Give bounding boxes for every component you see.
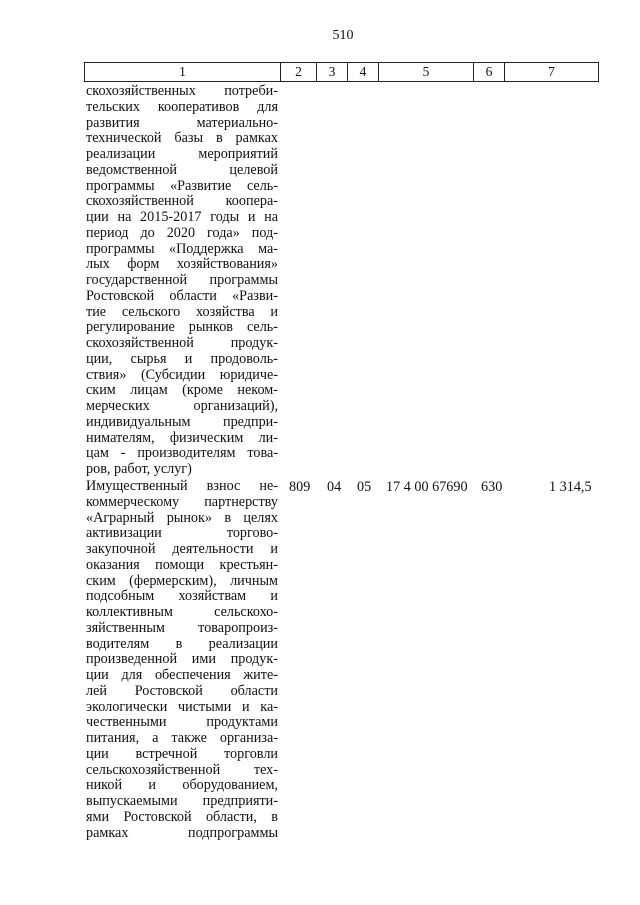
row-2-description: [86, 479, 278, 841]
row-2-subsection-code: 05: [357, 479, 372, 495]
description-line: период до 2020 года» под-: [86, 224, 278, 241]
row-2-target-article: 17 4 00 67690: [386, 479, 468, 495]
table-header-row: [84, 62, 599, 82]
description-line: сельскохозяйственной тех-: [86, 761, 278, 778]
description-line: ции, сырья и продоволь-: [86, 350, 278, 367]
description-line: технической базы в рамках: [86, 130, 278, 147]
header-col-1: 1: [85, 63, 281, 81]
description-line: регулирование рынков сель-: [86, 319, 278, 336]
row-2-ministry-code: 809: [289, 479, 311, 495]
description-line: экологически чистыми и ка-: [86, 698, 278, 715]
header-col-5: 5: [379, 63, 474, 81]
description-line: ским лицам (кроме неком-: [86, 382, 278, 399]
description-line: индивидуальным предпри-: [86, 413, 278, 430]
description-line: программы «Поддержка ма-: [86, 240, 278, 257]
header-col-6: 6: [474, 63, 505, 81]
description-line: закупочной деятельности и: [86, 541, 278, 557]
description-line: скохозяйственной продук-: [86, 335, 278, 351]
description-line: чественными продуктами: [86, 714, 278, 731]
row-2-amount: 1 314,5: [549, 479, 592, 495]
description-line: лых форм хозяйствования»: [86, 256, 278, 273]
description-line: коммерческому партнерству: [86, 493, 278, 510]
description-line: тие сельского хозяйства и: [86, 303, 278, 320]
description-line: государственной программы: [86, 272, 278, 288]
header-col-2: 2: [281, 63, 317, 81]
description-line: коллективным сельскохо-: [86, 604, 278, 620]
description-line: подсобным хозяйствам и: [86, 588, 278, 605]
row-2-section-code: 04: [327, 479, 342, 495]
description-line: Имущественный взнос не-: [86, 478, 278, 494]
description-line: никой и оборудованием,: [86, 777, 278, 794]
description-line: скохозяйственных потреби-: [86, 83, 278, 99]
description-line: цам - производителям това-: [86, 445, 278, 462]
description-line: программы «Развитие сель-: [86, 177, 278, 194]
description-line: лей Ростовской области: [86, 682, 278, 699]
description-line: рамках подпрограммы: [86, 824, 278, 841]
description-line: нимателям, физическим ли-: [86, 429, 278, 446]
description-line: ции встречной торговли: [86, 745, 278, 762]
description-line: реализации мероприятий: [86, 146, 278, 162]
description-line: ствия» (Субсидии юридиче-: [86, 366, 278, 383]
description-line: питания, а также организа-: [86, 730, 278, 746]
description-line: активизации торгово-: [86, 525, 278, 542]
description-line: тельских кооперативов для: [86, 98, 278, 115]
description-line: оказания помощи крестьян-: [86, 556, 278, 573]
description-line: ции для обеспечения жите-: [86, 667, 278, 683]
description-line: «Аграрный рынок» в целях: [86, 509, 278, 526]
page-number: 510: [332, 28, 354, 43]
description-line: ции на 2015-2017 годы и на: [86, 209, 278, 225]
description-line: мерческих организаций),: [86, 398, 278, 414]
description-line: ров, работ, услуг): [86, 461, 192, 477]
header-col-4: 4: [348, 63, 379, 81]
description-line: зяйственным товаропроиз-: [86, 619, 278, 636]
row-2-expense-type: 630: [481, 479, 503, 495]
description-line: произведенной ими продук-: [86, 651, 278, 668]
description-line: Ростовской области «Разви-: [86, 287, 278, 304]
description-line: ским (фермерским), личным: [86, 572, 278, 589]
description-line: выпускаемыми предприяти-: [86, 793, 278, 809]
description-line: развития материально-: [86, 114, 278, 131]
description-line: водителям в реализации: [86, 635, 278, 652]
header-col-7: 7: [548, 64, 555, 79]
description-line: скохозяйственной коопера-: [86, 193, 278, 210]
description-line: ведомственной целевой: [86, 161, 278, 178]
header-col-3: 3: [317, 63, 348, 81]
row-1-description: [86, 84, 278, 478]
description-line: ями Ростовской области, в: [86, 808, 278, 825]
